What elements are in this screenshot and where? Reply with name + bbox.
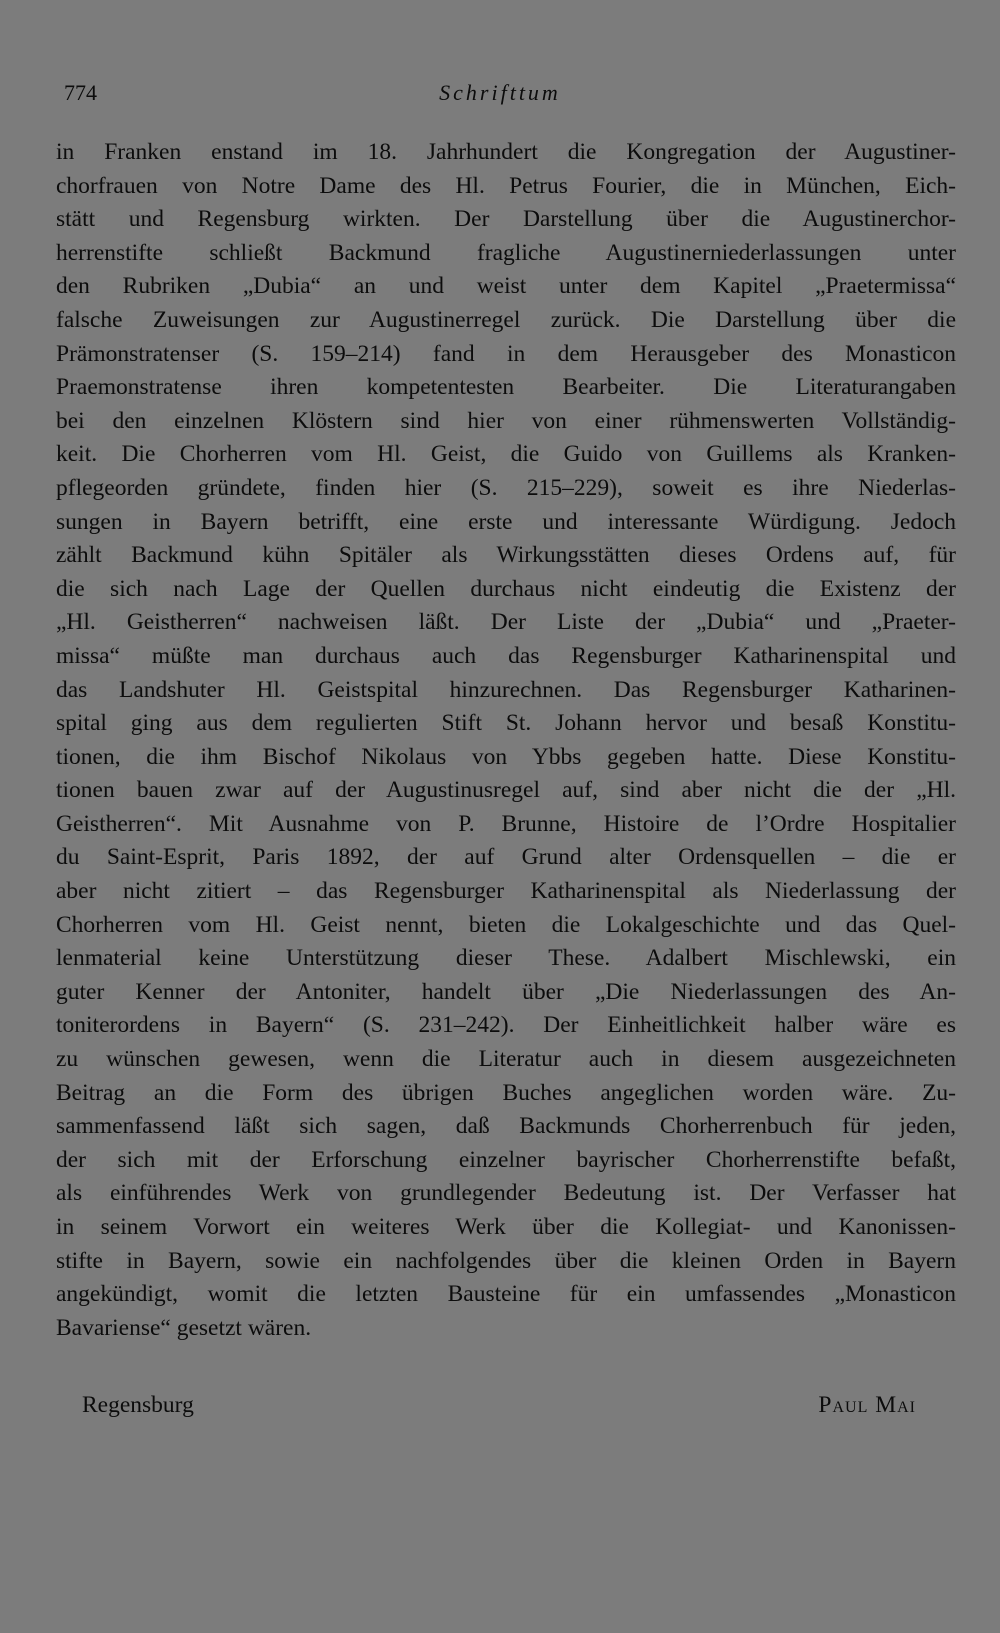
text-line: missa“ müßte man durchaus auch das Regensburger Katharinenspital und bbox=[56, 642, 956, 669]
text-line: „Hl. Geistherren“ nachweisen läßt. Der Liste der „Dubia“ und „Praeter- bbox=[56, 609, 956, 636]
text-line: Praemonstratense ihren kompetentesten Bearbeiter. Die Literaturangaben bbox=[56, 374, 956, 401]
text-line: falsche Zuweisungen zur Augustinerregel zurück. Die Darstellung über die bbox=[56, 306, 956, 333]
text-line: herrenstifte schließt Backmund fragliche Augustinerniederlassungen unter bbox=[56, 239, 956, 266]
running-head: Schrifttum bbox=[439, 80, 561, 105]
text-line: aber nicht zitiert – das Regensburger Katharinenspital als Niederlassung der bbox=[56, 878, 956, 905]
text-line: in seinem Vorwort ein weiteres Werk über die Kollegiat- und Kanonissen- bbox=[56, 1214, 956, 1240]
text-line: zählt Backmund kühn Spitäler als Wirkungsstätten dieses Ordens auf, für bbox=[56, 542, 956, 569]
text-line: lenmaterial keine Unterstützung dieser These. Adalbert Mischlewski, ein bbox=[56, 945, 956, 972]
text-line: spital ging aus dem regulierten Stift St. Johann hervor und besaß Konstitu- bbox=[56, 710, 956, 737]
signature-place: Regensburg bbox=[82, 1392, 194, 1418]
text-line: bei den einzelnen Klöstern sind hier von einer rühmenswerten Vollständig- bbox=[56, 407, 956, 434]
text-line: Prämonstratenser (S. 159–214) fand in dem Herausgeber des Monasticon bbox=[56, 340, 956, 367]
text-line: keit. Die Chorherren vom Hl. Geist, die Guido von Guillems als Kranken- bbox=[56, 441, 956, 468]
text-line: sungen in Bayern betrifft, eine erste und interessante Würdigung. Jedoch bbox=[56, 508, 956, 535]
text-line: der sich mit der Erforschung einzelner bayrischer Chorherrenstifte befaßt, bbox=[56, 1146, 956, 1173]
text-line: guter Kenner der Antoniter, handelt über „Die Niederlassungen des An- bbox=[56, 978, 956, 1005]
text-line: tionen, die ihm Bischof Nikolaus von Ybbs gegeben hatte. Diese Konstitu- bbox=[56, 743, 956, 770]
text-line: pflegeorden gründete, finden hier (S. 215–229), soweit es ihre Niederlas- bbox=[56, 474, 956, 501]
text-line: sammenfassend läßt sich sagen, daß Backmunds Chorherrenbuch für jeden, bbox=[56, 1113, 956, 1140]
text-line: Chorherren vom Hl. Geist nennt, bieten die Lokalgeschichte und das Quel- bbox=[56, 911, 956, 938]
text-line: toniterordens in Bayern“ (S. 231–242). Der Einheitlichkeit halber wäre es bbox=[56, 1012, 956, 1039]
text-line: stifte in Bayern, sowie ein nachfolgendes über die kleinen Orden in Bayern bbox=[56, 1247, 956, 1274]
text-line: den Rubriken „Dubia“ an und weist unter dem Kapitel „Praetermissa“ bbox=[56, 273, 956, 300]
text-line: Geistherren“. Mit Ausnahme von P. Brunne, Histoire de l’Ordre Hospitalier bbox=[56, 810, 956, 837]
text-line: stätt und Regensburg wirkten. Der Darstellung über die Augustinerchor- bbox=[56, 206, 956, 233]
text-line: als einführendes Werk von grundlegender Bedeutung ist. Der Verfasser hat bbox=[56, 1180, 956, 1207]
text-line: chorfrauen von Notre Dame des Hl. Petrus Fourier, die in München, Eich- bbox=[56, 172, 956, 199]
page-number: 774 bbox=[64, 80, 97, 105]
signature-author: Paul Mai bbox=[818, 1392, 916, 1418]
text-line: das Landshuter Hl. Geistspital hinzurechnen. Das Regensburger Katharinen- bbox=[56, 676, 956, 703]
text-line: angekündigt, womit die letzten Bausteine für ein umfassendes „Monasticon bbox=[56, 1281, 956, 1308]
body-text bbox=[56, 136, 956, 1345]
text-line: Beitrag an die Form des übrigen Buches angeglichen worden wäre. Zu- bbox=[56, 1079, 956, 1106]
text-line: Bavariense“ gesetzt wären. bbox=[56, 1314, 312, 1341]
text-line: in Franken enstand im 18. Jahrhundert die Kongregation der Augustiner- bbox=[56, 139, 956, 165]
text-line: tionen bauen zwar auf der Augustinusregel auf, sind aber nicht die der „Hl. bbox=[56, 777, 956, 804]
text-line: die sich nach Lage der Quellen durchaus nicht eindeutig die Existenz der bbox=[56, 575, 956, 602]
text-line: du Saint-Esprit, Paris 1892, der auf Grund alter Ordensquellen – die er bbox=[56, 844, 956, 871]
text-line: zu wünschen gewesen, wenn die Literatur auch in diesem ausgezeichneten bbox=[56, 1046, 956, 1073]
